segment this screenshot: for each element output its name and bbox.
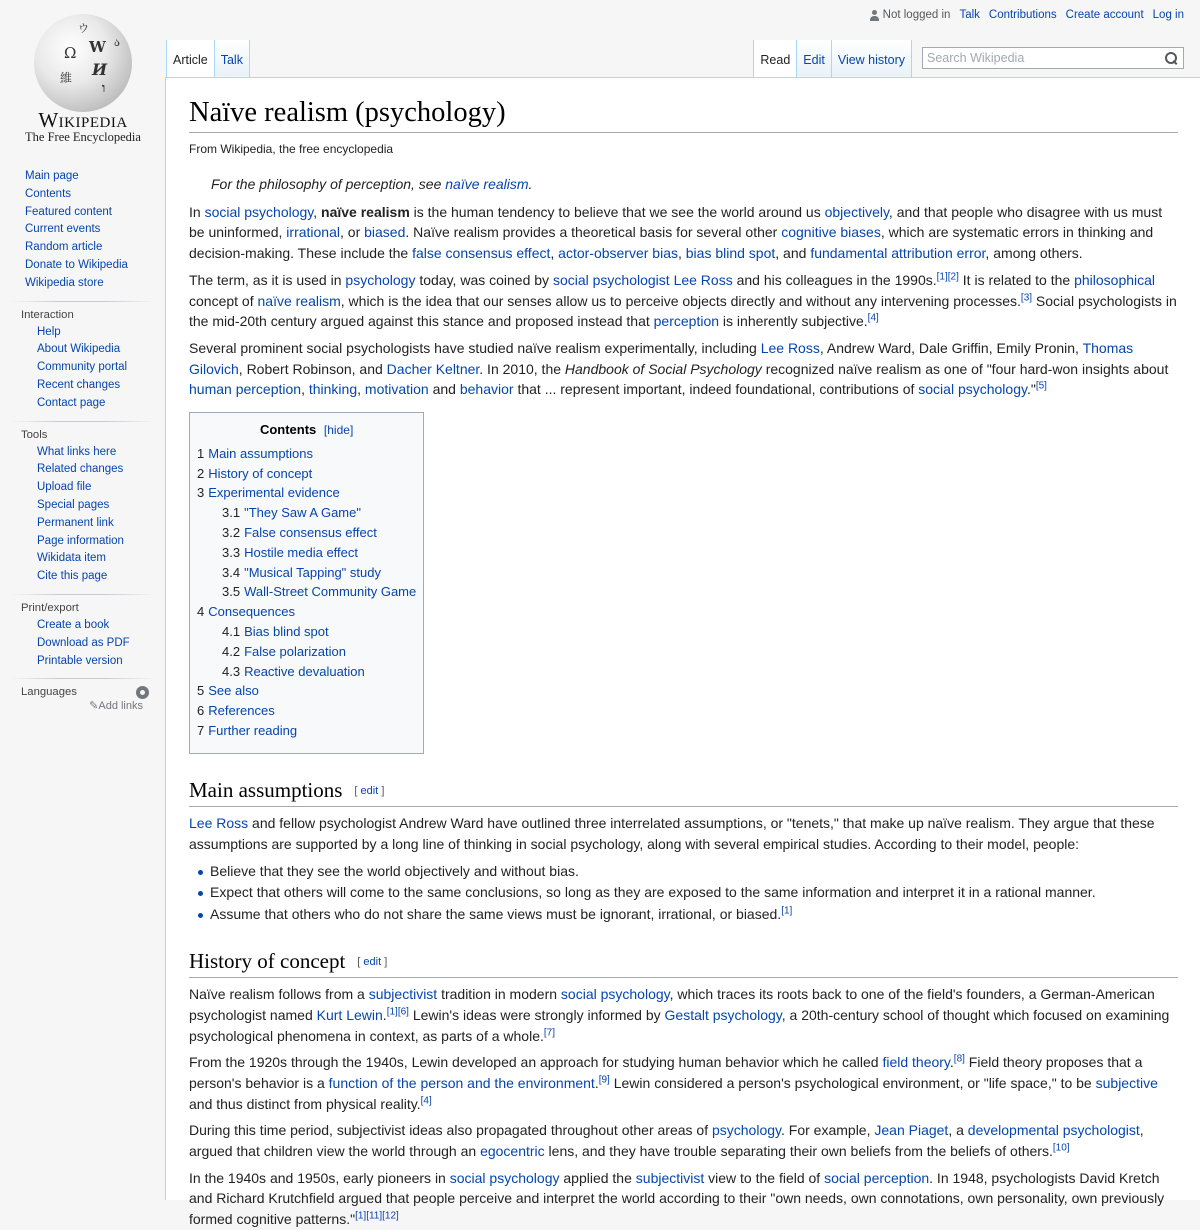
toc-number: 3.4	[222, 564, 241, 580]
article-link[interactable]: false consensus effect	[412, 245, 551, 262]
tab-read[interactable]	[753, 40, 797, 77]
hatnote-link[interactable]: naïve realism	[445, 176, 529, 193]
paragraph: In the 1940s and 1950s, early pioneers in social psychology applied the subjectivist view to the field of social perception. In 1948, psychologists David Kretch and Richard Krutchfield argued that people perceive and interpret the world according to their "own needs, own connotations, own personality, own previously formed cognitive patterns."[1][11][12]	[189, 1169, 1165, 1228]
toc-number: 6	[197, 703, 205, 719]
globe-glyph: Ω	[64, 44, 77, 62]
article-link[interactable]: Thomas Gilovich	[189, 339, 1134, 377]
wikipedia-logo[interactable]	[0, 0, 166, 160]
article-link[interactable]: social psychology	[449, 1169, 560, 1186]
bold-term: naïve realism	[321, 203, 410, 220]
toc-number: 4	[197, 604, 205, 620]
search-input[interactable]	[927, 51, 1147, 65]
tab-label: Article	[173, 53, 208, 67]
toc-title: Contents	[259, 422, 317, 438]
puzzle-globe-icon	[34, 14, 132, 112]
tab-label: Read	[760, 53, 791, 67]
sidebar-item-store[interactable]: Wikipedia store	[25, 276, 104, 289]
sidebar-item-permanent-link[interactable]: Permanent link	[37, 516, 114, 529]
toc-number: 4.1	[222, 624, 241, 640]
toc-number: 2	[197, 465, 205, 481]
toc-item[interactable]	[197, 444, 416, 464]
toc-link[interactable]: References	[208, 703, 275, 719]
interaction-portal	[0, 301, 166, 413]
article-link[interactable]: behavior	[459, 381, 514, 398]
toc-number: 5	[197, 683, 205, 699]
toc-item[interactable]	[197, 622, 416, 642]
table-of-contents	[189, 412, 424, 754]
article-link[interactable]: Lee Ross	[673, 271, 733, 288]
sidebar	[0, 168, 166, 712]
globe-glyph: W	[89, 38, 106, 56]
sidebar-item-contact-page[interactable]: Contact page	[37, 396, 106, 409]
toc-link[interactable]: Experimental evidence	[208, 485, 340, 501]
paragraph: Naïve realism follows from a subjectivist tradition in modern social psychology, which traces its roots back to one of the field's founders, a German-American psychologist named Kurt Lewin.[1][6] Lewin's ideas were strongly informed by Gestalt psychology, a 20th-century school of thought which focused on examining psychological phenomena in context, as parts of a whole.[7]	[189, 986, 1170, 1044]
citation-ref[interactable]: [9]	[598, 1074, 610, 1086]
toc-item[interactable]	[197, 701, 416, 721]
user-icon	[869, 10, 880, 21]
toc-link[interactable]: "Musical Tapping" study	[244, 564, 381, 580]
toc-link[interactable]: Consequences	[208, 604, 295, 620]
citation-ref[interactable]: [2]	[947, 271, 959, 283]
gear-icon[interactable]	[136, 686, 149, 699]
article-link[interactable]: Jean Piaget	[874, 1122, 949, 1139]
sidebar-item-about[interactable]: About Wikipedia	[37, 343, 121, 356]
citation-ref[interactable]: [6]	[397, 1006, 409, 1018]
globe-glyph: ו	[102, 81, 106, 96]
sidebar-item-what-links-here[interactable]: What links here	[37, 445, 117, 458]
sidebar-item-donate[interactable]: Donate to Wikipedia	[25, 258, 128, 271]
toc-item[interactable]	[197, 464, 416, 484]
sidebar-item-random-article[interactable]: Random article	[25, 241, 103, 254]
toc-number: 7	[197, 723, 205, 739]
article-link[interactable]: social perception	[824, 1169, 930, 1186]
tab-view-history[interactable]	[832, 40, 912, 77]
section-edit-link[interactable]: [ edit ]	[354, 785, 385, 798]
tab-label: Edit	[803, 53, 825, 67]
article-link[interactable]: social psychology	[204, 203, 314, 220]
toc-item[interactable]	[197, 523, 416, 543]
toc-number: 3	[197, 485, 205, 501]
citation-ref[interactable]: [12]	[382, 1210, 399, 1222]
article-link[interactable]: irrational	[286, 224, 340, 241]
article-intro	[189, 202, 1178, 400]
article-link[interactable]: objectively	[824, 203, 889, 220]
sidebar-item-wikidata-item[interactable]: Wikidata item	[37, 552, 107, 565]
article-link[interactable]: psychology	[345, 271, 416, 288]
citation-ref[interactable]: [8]	[953, 1053, 965, 1065]
citation-ref[interactable]: [11]	[366, 1210, 383, 1222]
sidebar-item-contents[interactable]: Contents	[25, 187, 72, 200]
article-link[interactable]: Dacher Keltner	[386, 360, 480, 377]
citation-ref[interactable]: [1]	[355, 1210, 367, 1222]
print-export-portal	[0, 594, 166, 670]
interaction-heading: Interaction	[21, 308, 74, 321]
toc-number: 3.2	[222, 525, 241, 541]
toc-link[interactable]: False consensus effect	[244, 525, 377, 541]
page-title: Naïve realism (psychology)	[189, 94, 1178, 133]
citation-ref[interactable]: [5]	[1035, 380, 1047, 392]
article-link[interactable]: egocentric	[480, 1143, 545, 1160]
toc-link[interactable]: Further reading	[208, 723, 298, 739]
paragraph: In social psychology, naïve realism is the human tendency to believe that we see the world around us objectively, and that people who disagree with us must be uninformed, irrational, or biased. Naïve realism provides a theoretical basis for several other cognitive biases, which are systematic errors in thinking and decision-making. These include the false consensus effect, actor-observer bias, bias blind spot, and fundamental attribution error, among others.	[189, 203, 1163, 262]
toc-number: 1	[197, 445, 205, 461]
toc-item[interactable]	[197, 681, 416, 701]
globe-glyph: 維	[60, 71, 73, 85]
italic-title: Handbook of Social Psychology	[564, 360, 762, 377]
paragraph: During this time period, subjectivist ideas also propagated throughout other areas of psychology. For example, Jean Piaget, a developmental psychologist, argued that children view the world through an egocentric lens, and they have trouble separating their own beliefs from the beliefs of others.[10]	[189, 1122, 1144, 1160]
sidebar-item-recent-changes[interactable]: Recent changes	[37, 378, 121, 391]
sidebar-item-related-changes[interactable]: Related changes	[37, 463, 124, 476]
hatnote-text: .	[528, 176, 533, 193]
article-link[interactable]: thinking	[308, 381, 358, 398]
personal-tools	[869, 9, 1184, 21]
toc-link[interactable]: Reactive devaluation	[244, 663, 365, 679]
sidebar-item-main-page[interactable]: Main page	[25, 170, 79, 182]
article-link[interactable]: function of the person and the environment	[328, 1074, 595, 1091]
wordmark: Wikipedia	[38, 108, 128, 132]
citation-ref[interactable]: [4]	[867, 312, 879, 324]
tagline: The Free Encyclopedia	[25, 130, 141, 144]
citation-ref[interactable]: [1]	[781, 905, 793, 917]
toc-item[interactable]	[197, 642, 416, 662]
article-link[interactable]: Lee Ross	[760, 339, 820, 356]
article-link[interactable]: human perception	[189, 381, 302, 398]
sidebar-item-community-portal[interactable]: Community portal	[37, 361, 128, 374]
personal-talk-link[interactable]: Talk	[959, 9, 980, 21]
tools-heading: Tools	[21, 428, 48, 441]
toc-item[interactable]	[197, 582, 416, 602]
article-link[interactable]: social psychology	[918, 381, 1027, 398]
citation-ref[interactable]: [10]	[1052, 1142, 1070, 1154]
sidebar-item-help[interactable]: Help	[37, 325, 61, 338]
toc-hide-toggle[interactable]: [hide]	[323, 423, 354, 438]
article-link[interactable]: Gestalt psychology	[664, 1006, 782, 1023]
article-sections	[189, 776, 1178, 1230]
print-export-heading: Print/export	[21, 601, 79, 614]
tab-article[interactable]	[166, 40, 215, 77]
article-content	[165, 77, 1200, 1228]
toc-number: 4.3	[222, 663, 241, 679]
list-item: Assume that others who do not share the same views must be ignorant, irrational, or biased.[1]	[210, 904, 1178, 925]
toc-link[interactable]: Main assumptions	[208, 445, 314, 461]
toc-item[interactable]	[197, 543, 416, 563]
view-tabs	[753, 40, 1184, 77]
add-links-button[interactable]	[0, 699, 166, 712]
paragraph: The term, as it is used in psychology today, was coined by social psychologist Lee Ross and his colleagues in the 1990s.[1][2] It is related to the philosophical concept of naïve realism, which is the idea that our senses allow us to perceive objects directly and without any intervening processes.[3] Social psychologists in the mid-20th century argued against this stance and proposed instead that perception is inherently subjective.[4]	[189, 271, 1177, 330]
sidebar-item-special-pages[interactable]: Special pages	[37, 498, 110, 511]
article-link[interactable]: actor-observer bias	[558, 245, 678, 262]
article-link[interactable]: Lee Ross	[189, 815, 249, 832]
article-link[interactable]: Kurt Lewin	[316, 1006, 383, 1023]
sidebar-item-create-book[interactable]: Create a book	[37, 618, 110, 631]
sidebar-item-current-events[interactable]: Current events	[25, 223, 101, 236]
article-link[interactable]: naïve realism	[257, 292, 341, 309]
article-link[interactable]: developmental psychologist	[967, 1122, 1140, 1139]
languages-heading: Languages	[21, 686, 77, 699]
toc-link[interactable]: False polarization	[244, 643, 346, 659]
site-subtitle: From Wikipedia, the free encyclopedia	[189, 142, 394, 157]
tab-talk[interactable]	[215, 40, 250, 77]
tab-label: Talk	[220, 53, 243, 67]
article-link[interactable]: biased	[364, 224, 406, 241]
hatnote-text: For the philosophy of perception, see	[211, 176, 446, 193]
paragraph: Lee Ross and fellow psychologist Andrew Ward have outlined three interrelated assumptions, or "tenets," that make up naïve realism. They argue that these assumptions are supported by a long line of thinking in social psychology, along with several empirical studies. According to their model, people:	[189, 815, 1155, 852]
toc-list	[197, 444, 416, 741]
pencil-icon: ✎	[89, 700, 99, 713]
article-link[interactable]: philosophical	[1074, 271, 1156, 288]
citation-ref[interactable]: [1]	[386, 1006, 398, 1018]
anon-status	[869, 9, 951, 21]
toc-number: 3.3	[222, 544, 241, 560]
toc-link[interactable]: Hostile media effect	[244, 544, 359, 560]
tab-label: View history	[837, 53, 905, 67]
article-link[interactable]: motivation	[364, 381, 429, 398]
namespace-tabs	[166, 40, 250, 77]
search-icon[interactable]	[1165, 52, 1178, 65]
toc-number: 4.2	[222, 643, 241, 659]
list-item: Believe that they see the world objectively and without bias.	[210, 861, 1178, 882]
toc-item[interactable]	[197, 503, 416, 523]
citation-ref[interactable]: [3]	[1020, 291, 1033, 303]
section-edit-link[interactable]: [ edit ]	[357, 956, 388, 969]
toc-title-row	[197, 420, 416, 441]
sidebar-item-page-information[interactable]: Page information	[37, 534, 124, 547]
article-link[interactable]: bias blind spot	[685, 245, 776, 262]
article-link[interactable]: perception	[653, 313, 720, 330]
not-logged-in-label: Not logged in	[882, 9, 951, 21]
toc-link[interactable]: History of concept	[208, 465, 313, 481]
toc-link[interactable]: Bias blind spot	[244, 624, 329, 640]
toc-item[interactable]	[197, 721, 416, 741]
log-in-link[interactable]: Log in	[1152, 9, 1184, 21]
navigation-menu	[0, 168, 166, 293]
article-link[interactable]: field theory	[882, 1054, 950, 1071]
sidebar-item-cite-this-page[interactable]: Cite this page	[37, 570, 108, 583]
toc-link[interactable]: See also	[208, 683, 259, 699]
section-heading	[189, 776, 1178, 807]
article-link[interactable]: subjectivist	[368, 986, 438, 1003]
globe-glyph: ა	[114, 36, 120, 49]
section-heading	[189, 947, 1178, 978]
paragraph: Several prominent social psychologists have studied naïve realism experimentally, including Lee Ross, Andrew Ward, Dale Griffin, Emily Pronin, Thomas Gilovich, Robert Robinson, and Dacher Keltner. In 2010, the Handbook of Social Psychology recognized naïve realism as one of "four hard-won insights about human perception, thinking, motivation and behavior that ... represent important, indeed foundational, contributions of social psychology."[5]	[189, 339, 1169, 398]
globe-glyph: И	[92, 60, 108, 79]
languages-portal	[0, 678, 166, 712]
article-link[interactable]: subjectivist	[635, 1169, 705, 1186]
create-account-link[interactable]: Create account	[1065, 9, 1144, 21]
citation-ref[interactable]: [4]	[420, 1094, 432, 1106]
globe-glyph: ウ	[78, 22, 89, 35]
article-link[interactable]: psychology	[711, 1122, 781, 1139]
tools-portal	[0, 421, 166, 586]
sidebar-item-printable-version[interactable]: Printable version	[37, 654, 123, 667]
contributions-link[interactable]: Contributions	[988, 9, 1057, 21]
article-link[interactable]: social psychology	[560, 986, 670, 1003]
sidebar-item-download-pdf[interactable]: Download as PDF	[37, 636, 130, 649]
section-title: History of concept	[189, 948, 346, 973]
toc-item[interactable]	[197, 563, 416, 583]
section-title: Main assumptions	[189, 777, 343, 802]
sidebar-item-featured-content[interactable]: Featured content	[25, 205, 112, 218]
toc-number: 3.1	[222, 505, 241, 521]
paragraph: From the 1920s through the 1940s, Lewin developed an approach for studying human behavior which he called field theory.[8] Field theory proposes that a person's behavior is a function of the person and the environment.[9] Lewin considered a person's psychological environment, or "life space," to be subjective and thus distinct from physical reality.[4]	[189, 1053, 1158, 1112]
toc-number: 3.5	[222, 584, 241, 600]
bullet-list	[189, 861, 1178, 925]
toc-item[interactable]	[197, 602, 416, 622]
article-link[interactable]: cognitive biases	[781, 224, 881, 241]
list-item: Expect that others will come to the same conclusions, so long as they are exposed to the same information and interpret it in a rational manner.	[210, 882, 1178, 903]
citation-ref[interactable]: [1]	[936, 271, 948, 283]
article-link[interactable]: social psychologist	[552, 271, 670, 288]
toc-item[interactable]	[197, 483, 416, 503]
tab-edit[interactable]	[797, 40, 832, 77]
toc-link[interactable]: "They Saw A Game"	[244, 505, 361, 521]
article-link[interactable]: fundamental attribution error	[810, 245, 986, 262]
hatnote	[189, 174, 1178, 195]
toc-link[interactable]: Wall-Street Community Game	[244, 584, 417, 600]
add-links-label: Add links	[98, 700, 143, 713]
search-box	[922, 47, 1184, 69]
toc-item[interactable]	[197, 662, 416, 682]
sidebar-item-upload-file[interactable]: Upload file	[37, 481, 92, 494]
article-link[interactable]: subjective	[1095, 1074, 1158, 1091]
citation-ref[interactable]: [7]	[543, 1026, 556, 1038]
